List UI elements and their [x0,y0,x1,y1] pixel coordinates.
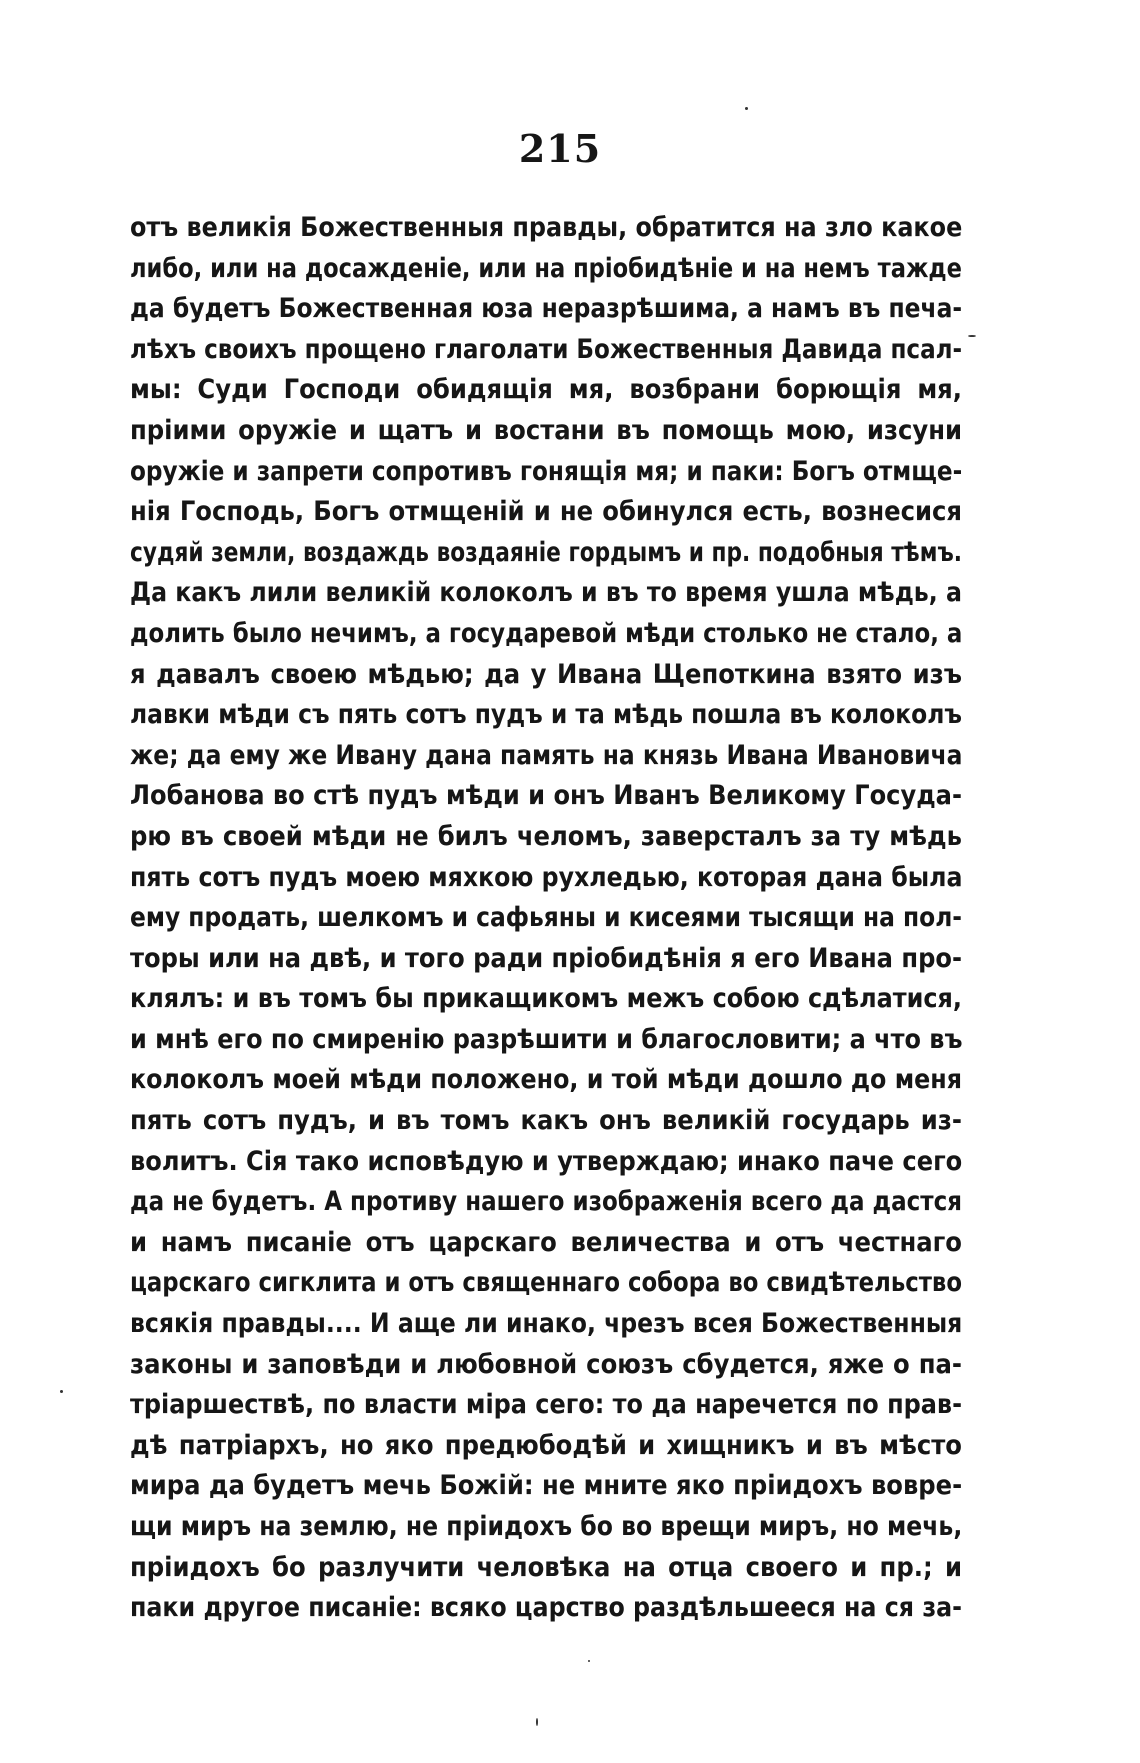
text-line: же; да ему же Ивану дана память на князь Ивана Ивановича [130,739,963,771]
text-line: пріидохъ бо разлучити человѣка на отца своего и пр.; и [130,1551,962,1583]
text-line: пять сотъ пудъ моею мяхкою рухледью, которая дана была [130,861,963,893]
text-line: оружіе и запрети сопротивъ гонящія мя; и паки: Богъ отмще- [130,455,963,487]
scan-speck [588,1660,590,1662]
body-text [130,208,962,1629]
text-line: и мнѣ его по смиренію разрѣшити и благословити; а что въ [130,1023,963,1055]
text-line: паки другое писаніе: всяко царство раздѣльшееся на ся за- [130,1592,963,1624]
scan-speck [968,335,976,337]
text-line: тріаршествѣ, по власти міра сего: то да наречется по прав- [130,1389,963,1421]
page-number: 215 [518,126,602,171]
scan-speck [745,107,748,110]
text-line: да будетъ Божественная юза неразрѣшима, а намъ въ печа- [130,293,963,325]
text-line: лѣхъ своихъ прощено глаголати Божественныя Давида псал- [130,333,963,365]
text-line: лавки мѣди съ пять сотъ пудъ и та мѣдь пошла въ колоколъ [130,699,963,731]
text-line: и намъ писаніе отъ царскаго величества и отъ честнаго [130,1226,962,1258]
text-line: мы: Суди Господи обидящія мя, возбрани борющія мя, [130,374,962,406]
text-line: да не будетъ. А противу нашего изображенія всего да дастся [130,1186,962,1218]
text-line: отъ великія Божественныя правды, обратится на зло какое [130,212,963,243]
text-line: дѣ патріархъ, но яко предюбодѣй и хищникъ и въ мѣсто [130,1429,962,1461]
text-line: нія Господь, Богъ отмщеній и не обинулся есть, вознесися [130,496,962,528]
text-line: Лобанова во стѣ пудъ мѣди и онъ Иванъ Великому Госуда- [130,780,962,812]
text-line: мира да будетъ мечь Божій: не мните яко пріидохъ вовре- [130,1470,963,1502]
text-line: законы и заповѣди и любовной союзъ сбудется, яже о па- [130,1348,962,1380]
scan-speck [60,1390,63,1393]
text-line: колоколъ моей мѣди положено, и той мѣди дошло до меня [130,1064,962,1096]
text-line: долить было нечимъ, а государевой мѣди столько не стало, а [130,617,963,649]
text-line: Да какъ лили великій колоколъ и въ то время ушла мѣдь, а [130,577,962,609]
text-line: царскаго сигклита и отъ священнаго собора во свидѣтельство [130,1267,963,1299]
text-line: клялъ: и въ томъ бы прикащикомъ межъ собою сдѣлатися, [130,983,962,1015]
scan-speck [536,1718,538,1726]
text-line: рю въ своей мѣди не билъ челомъ, заверсталъ за ту мѣдь [130,820,962,852]
text-line: пріими оружіе и щатъ и востани въ помощь мою, изсуни [130,414,962,446]
text-line: судяй земли, воздаждь воздаяніе гордымъ и пр. подобныя тѣмъ. [130,536,962,568]
text-line: волитъ. Сія тако исповѣдую и утверждаю; инако паче сего [130,1145,963,1177]
text-line: всякія правды.... И аще ли инако, чрезъ всея Божественныя [130,1308,963,1340]
text-line: торы или на двѣ, и того ради пріобидѣнія я его Ивана про- [130,942,962,974]
text-line: я давалъ своею мѣдью; да у Ивана Щепоткина взято изъ [130,658,962,690]
text-line: пять сотъ пудъ, и въ томъ какъ онъ великій государь из- [130,1105,962,1137]
text-line: ему продать, шелкомъ и сафьяны и кисеями тысящи на пол- [130,902,963,934]
text-line: либо, или на досажденіе, или на пріобидѣніе и на немъ тажде [130,252,962,284]
text-line: щи миръ на землю, не пріидохъ бо во врещи миръ, но мечь, [130,1511,963,1542]
